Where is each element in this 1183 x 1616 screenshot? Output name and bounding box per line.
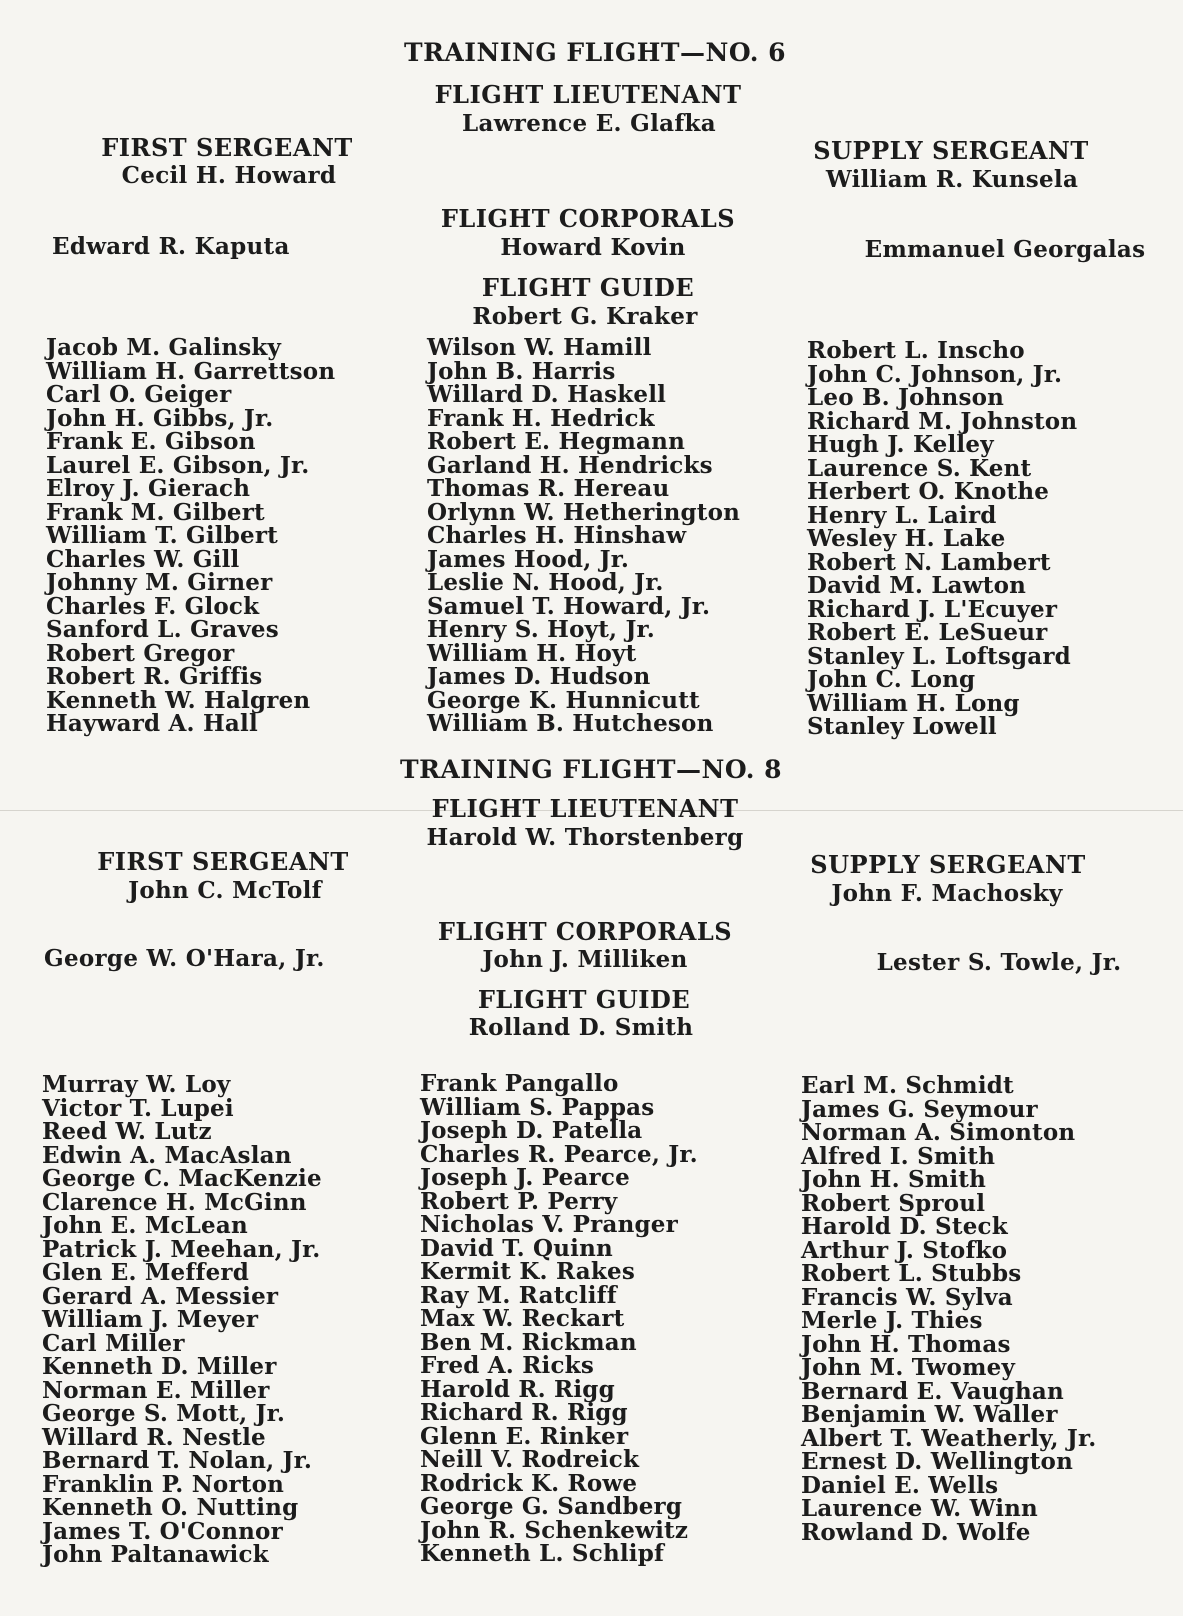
flight-title: TRAINING FLIGHT—NO. 8 bbox=[400, 755, 782, 784]
roster-name: John Paltanawick bbox=[42, 1541, 269, 1568]
first-sergeant-name: Cecil H. Howard bbox=[121, 162, 337, 189]
roster-name: Robert E. Hegmann bbox=[427, 428, 685, 455]
supply-sergeant-name: William R. Kunsela bbox=[825, 166, 1079, 193]
roster-name: Stanley L. Loftsgard bbox=[807, 642, 1071, 670]
roster-column-3 bbox=[807, 339, 1077, 739]
flight-guide-label: FLIGHT GUIDE bbox=[481, 273, 695, 302]
supply-sergeant-name: John F. Machosky bbox=[831, 880, 1063, 907]
roster-name: George C. MacKenzie bbox=[42, 1165, 322, 1192]
roster-name: Robert Gregor bbox=[46, 639, 235, 667]
roster-name: Charles R. Pearce, Jr. bbox=[420, 1140, 698, 1168]
flight-guide-name: Rolland D. Smith bbox=[468, 1014, 694, 1041]
roster-name: Stanley Lowell bbox=[807, 713, 997, 740]
roster-name: Joseph J. Pearce bbox=[420, 1164, 630, 1191]
roster-name: Fred A. Ricks bbox=[420, 1352, 594, 1379]
roster-name: Carl O. Geiger bbox=[46, 381, 232, 408]
corporal-name: Howard Kovin bbox=[500, 234, 686, 261]
roster-name: Henry L. Laird bbox=[807, 501, 997, 529]
roster-name: Kermit K. Rakes bbox=[420, 1258, 636, 1285]
roster-name: Reed W. Lutz bbox=[42, 1118, 212, 1145]
training-flight-8-section bbox=[0, 735, 1183, 1615]
roster-name: William H. Hoyt bbox=[427, 639, 637, 667]
roster-name: Harold R. Rigg bbox=[420, 1375, 615, 1403]
roster-name: Robert L. Inscho bbox=[807, 337, 1025, 364]
roster-name: Ben M. Rickman bbox=[420, 1328, 637, 1356]
roster-name: Charles F. Glock bbox=[46, 592, 260, 620]
first-sergeant-label: FIRST SERGEANT bbox=[101, 133, 353, 162]
roster-name: Glen E. Mefferd bbox=[42, 1259, 250, 1286]
roster-name: Samuel T. Howard, Jr. bbox=[427, 592, 711, 620]
roster-name: Daniel E. Wells bbox=[801, 1471, 999, 1499]
roster-name: Gerard A. Messier bbox=[42, 1282, 279, 1310]
first-sergeant-label: FIRST SERGEANT bbox=[97, 847, 349, 876]
roster-name: James Hood, Jr. bbox=[427, 545, 630, 573]
flight-lieutenant-name: Harold W. Thorstenberg bbox=[426, 824, 744, 851]
roster-name: Richard R. Rigg bbox=[420, 1399, 628, 1426]
roster-name: Harold D. Steck bbox=[801, 1213, 1008, 1240]
roster-name: John H. Gibbs, Jr. bbox=[46, 404, 274, 432]
roster-name: Kenneth O. Nutting bbox=[42, 1494, 299, 1521]
roster-name: Orlynn W. Hetherington bbox=[427, 498, 741, 526]
roster-column-3 bbox=[801, 1074, 1096, 1544]
roster-name: Robert E. LeSueur bbox=[807, 619, 1048, 646]
roster-name: Alfred I. Smith bbox=[801, 1142, 996, 1170]
roster-name: John C. Long bbox=[807, 666, 976, 693]
roster-name: Robert N. Lambert bbox=[807, 548, 1051, 576]
flight-lieutenant-label: FLIGHT LIEUTENANT bbox=[431, 794, 739, 823]
flight-corporals-label: FLIGHT CORPORALS bbox=[437, 917, 733, 946]
roster-name: Laurence W. Winn bbox=[801, 1495, 1038, 1522]
roster-name: Earl M. Schmidt bbox=[801, 1072, 1014, 1099]
roster-name: Robert L. Stubbs bbox=[801, 1260, 1022, 1287]
roster-column-2 bbox=[420, 1072, 698, 1566]
flight-guide-name: Robert G. Kraker bbox=[472, 303, 698, 330]
roster-name: William T. Gilbert bbox=[46, 522, 278, 549]
roster-name: Johnny M. Girner bbox=[46, 569, 273, 596]
roster-name: Albert T. Weatherly, Jr. bbox=[801, 1424, 1097, 1452]
roster-name: Charles H. Hinshaw bbox=[427, 522, 687, 549]
roster-name: Laurence S. Kent bbox=[807, 454, 1032, 482]
roster-name: Francis W. Sylva bbox=[801, 1283, 1013, 1311]
roster-name: Frank E. Gibson bbox=[46, 428, 256, 455]
roster-name: John R. Schenkewitz bbox=[420, 1516, 689, 1544]
training-flight-6-section bbox=[0, 0, 1183, 790]
roster-name: Sanford L. Graves bbox=[46, 616, 279, 643]
roster-name: Max W. Reckart bbox=[420, 1305, 625, 1332]
roster-name: David M. Lawton bbox=[807, 572, 1027, 599]
roster-name: Frank Pangallo bbox=[420, 1070, 619, 1097]
roster-name: Norman E. Miller bbox=[42, 1376, 270, 1404]
roster-name: Willard R. Nestle bbox=[42, 1423, 266, 1451]
roster-name: Rodrick K. Rowe bbox=[420, 1469, 638, 1497]
roster-name: Arthur J. Stofko bbox=[801, 1236, 1008, 1264]
roster-name: John B. Harris bbox=[427, 357, 616, 385]
roster-name: Hayward A. Hall bbox=[46, 710, 258, 737]
roster-name: Robert R. Griffis bbox=[46, 663, 263, 690]
roster-name: Henry S. Hoyt, Jr. bbox=[427, 616, 655, 643]
flight-corporals-label: FLIGHT CORPORALS bbox=[440, 204, 736, 233]
roster-name: Hugh J. Kelley bbox=[807, 431, 994, 458]
roster-name: Murray W. Loy bbox=[42, 1071, 231, 1098]
roster-name: Bernard T. Nolan, Jr. bbox=[42, 1447, 313, 1474]
roster-name: George K. Hunnicutt bbox=[427, 686, 700, 714]
corporal-name: Lester S. Towle, Jr. bbox=[876, 949, 1122, 976]
roster-name: Garland H. Hendricks bbox=[427, 451, 713, 479]
roster-name: Kenneth L. Schlipf bbox=[420, 1540, 665, 1567]
roster-name: Frank H. Hedrick bbox=[427, 404, 655, 432]
roster-name: Ray M. Ratcliff bbox=[420, 1281, 617, 1309]
roster-name: Nicholas V. Pranger bbox=[420, 1211, 678, 1238]
corporal-name: Edward R. Kaputa bbox=[52, 233, 290, 260]
roster-name: Kenneth W. Halgren bbox=[46, 686, 311, 714]
roster-name: John M. Twomey bbox=[801, 1354, 1016, 1381]
roster-column-1 bbox=[42, 1073, 322, 1567]
corporal-name: George W. O'Hara, Jr. bbox=[44, 945, 325, 972]
flight-lieutenant-label: FLIGHT LIEUTENANT bbox=[434, 80, 742, 109]
corporal-name: Emmanuel Georgalas bbox=[864, 236, 1146, 263]
roster-name: Thomas R. Hereau bbox=[427, 475, 670, 502]
roster-name: George G. Sandberg bbox=[420, 1493, 683, 1520]
roster-name: Merle J. Thies bbox=[801, 1307, 983, 1334]
roster-name: Victor T. Lupei bbox=[42, 1094, 234, 1122]
roster-name: Benjamin W. Waller bbox=[801, 1401, 1058, 1428]
roster-name: Willard D. Haskell bbox=[427, 381, 667, 408]
roster-name: Rowland D. Wolfe bbox=[801, 1518, 1031, 1546]
corporal-name: John J. Milliken bbox=[482, 946, 688, 973]
roster-name: John E. McLean bbox=[42, 1212, 248, 1239]
roster-name: Elroy J. Gierach bbox=[46, 475, 251, 502]
roster-name: Herbert O. Knothe bbox=[807, 478, 1050, 505]
roster-name: William H. Garrettson bbox=[46, 357, 336, 385]
roster-name: Ernest D. Wellington bbox=[801, 1448, 1074, 1475]
flight-title: TRAINING FLIGHT—NO. 6 bbox=[404, 38, 786, 67]
roster-name: John H. Thomas bbox=[801, 1330, 1011, 1358]
roster-name: William J. Meyer bbox=[42, 1306, 259, 1333]
flight-guide-label: FLIGHT GUIDE bbox=[477, 985, 691, 1014]
roster-name: Clarence H. McGinn bbox=[42, 1188, 307, 1216]
roster-name: Glenn E. Rinker bbox=[420, 1422, 629, 1450]
flight-lieutenant-name: Lawrence E. Glafka bbox=[462, 110, 716, 137]
roster-name: Edwin A. MacAslan bbox=[42, 1141, 292, 1169]
roster-name: Jacob M. Galinsky bbox=[46, 334, 282, 361]
roster-name: James T. O'Connor bbox=[42, 1517, 283, 1545]
roster-name: John H. Smith bbox=[801, 1166, 987, 1193]
roster-name: George S. Mott, Jr. bbox=[42, 1400, 286, 1427]
supply-sergeant-label: SUPPLY SERGEANT bbox=[813, 136, 1089, 165]
roster-name: Leo B. Johnson bbox=[807, 384, 1005, 411]
roster-name: Bernard E. Vaughan bbox=[801, 1377, 1064, 1405]
roster-name: Richard M. Johnston bbox=[807, 407, 1078, 435]
roster-name: Franklin P. Norton bbox=[42, 1470, 285, 1498]
roster-name: John C. Johnson, Jr. bbox=[807, 360, 1063, 388]
roster-name: Joseph D. Patella bbox=[420, 1117, 643, 1144]
roster-name: Robert Sproul bbox=[801, 1189, 986, 1217]
roster-name: William H. Long bbox=[807, 689, 1020, 717]
roster-column-2 bbox=[427, 336, 740, 736]
roster-name: Wilson W. Hamill bbox=[427, 334, 652, 361]
roster-name: William B. Hutcheson bbox=[427, 710, 714, 737]
roster-name: Kenneth D. Miller bbox=[42, 1353, 277, 1380]
roster-name: Patrick J. Meehan, Jr. bbox=[42, 1235, 321, 1263]
roster-name: Neill V. Rodreick bbox=[420, 1446, 640, 1473]
roster-name: David T. Quinn bbox=[420, 1234, 613, 1262]
roster-column-1 bbox=[46, 336, 335, 736]
roster-name: Laurel E. Gibson, Jr. bbox=[46, 451, 310, 479]
roster-name: Wesley H. Lake bbox=[807, 525, 1006, 552]
supply-sergeant-label: SUPPLY SERGEANT bbox=[810, 850, 1086, 879]
roster-name: Charles W. Gill bbox=[46, 545, 240, 573]
roster-name: Norman A. Simonton bbox=[801, 1119, 1076, 1146]
roster-name: William S. Pappas bbox=[420, 1093, 655, 1121]
roster-name: Robert P. Perry bbox=[420, 1187, 618, 1215]
roster-name: Leslie N. Hood, Jr. bbox=[427, 569, 664, 596]
roster-name: James G. Seymour bbox=[801, 1095, 1038, 1123]
roster-name: Richard J. L'Ecuyer bbox=[807, 595, 1058, 623]
first-sergeant-name: John C. McTolf bbox=[128, 877, 322, 904]
roster-name: Frank M. Gilbert bbox=[46, 498, 265, 526]
roster-name: James D. Hudson bbox=[427, 663, 651, 690]
roster-name: Carl Miller bbox=[42, 1329, 185, 1357]
